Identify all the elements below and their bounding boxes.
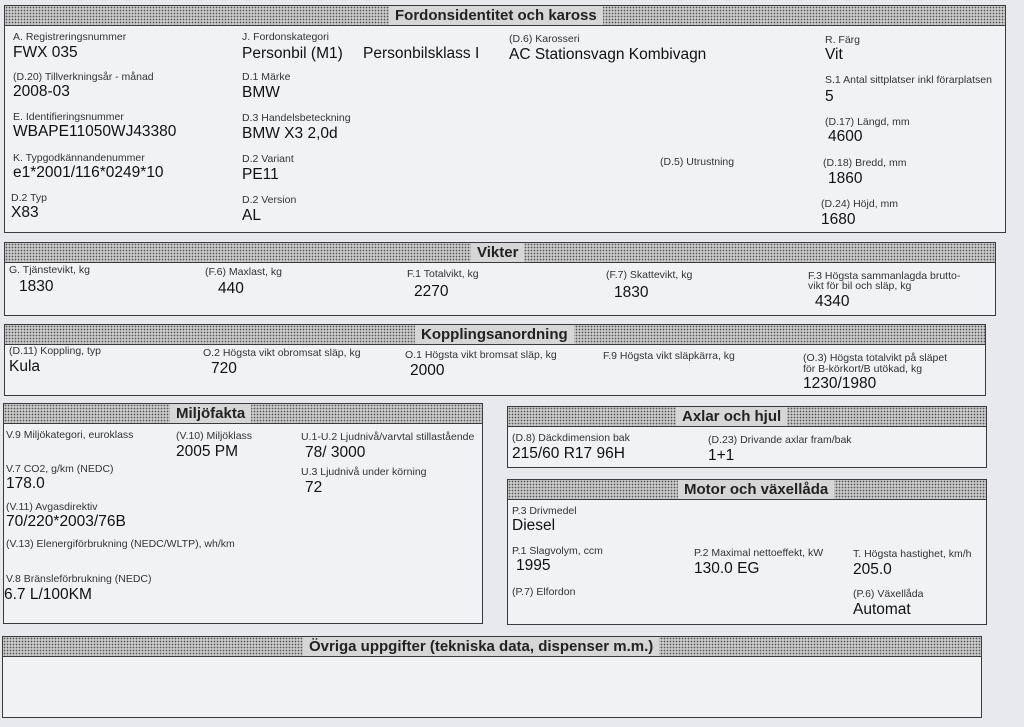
euro-class-label: V.9 Miljökategori, euroklass: [6, 429, 134, 441]
braked-value: 2000: [410, 362, 445, 379]
trailer-value: 1230/1980: [803, 375, 877, 392]
coupling-section: [4, 324, 986, 396]
body-label: (D.6) Karosseri: [509, 33, 580, 45]
height-value: 1680: [821, 211, 856, 228]
axles-title: Axlar och hjul: [676, 407, 787, 426]
engine-title: Motor och växellåda: [678, 480, 834, 499]
braked-label: O.1 Högsta vikt bromsat släp, kg: [405, 349, 557, 361]
weights-title: Vikter: [471, 243, 524, 262]
tax-weight-label: (F.7) Skattevikt, kg: [606, 269, 693, 281]
engine-header: [508, 480, 986, 500]
total-weight-label: F.1 Totalvikt, kg: [407, 268, 479, 280]
type-approval-label: K. Typgodkännandenummer: [13, 152, 145, 164]
drive-noise-label: U.3 Ljudnivå under körning: [301, 466, 427, 478]
category-value: Personbil (M1): [242, 45, 343, 62]
hitch-label: F.9 Högsta vikt släpkärra, kg: [603, 350, 735, 362]
total-weight-value: 2270: [414, 283, 449, 300]
other-header: [3, 637, 981, 657]
identity-title: Fordonsidentitet och kaross: [389, 6, 603, 25]
width-label: (D.18) Bredd, mm: [823, 157, 907, 169]
height-label: (D.24) Höjd, mm: [821, 198, 899, 210]
noise-label: U.1-U.2 Ljudnivå/varvtal stillastående: [301, 431, 475, 443]
combined-weight-label-1: F.3 Högsta sammanlagda brutto-: [808, 270, 961, 282]
tax-weight-value: 1830: [614, 284, 649, 301]
env-class-label: (V.10) Miljöklass: [176, 430, 253, 442]
elec-consumption-label: (V.13) Elenergiförbrukning (NEDC/WLTP), wh/km: [6, 538, 235, 550]
weights-section: [4, 242, 996, 316]
equipment-label: (D.5) Utrustning: [660, 156, 735, 168]
coupling-type-label: (D.11) Koppling, typ: [9, 345, 102, 357]
identity-header: [5, 6, 1005, 26]
make-value: BMW: [242, 84, 280, 101]
directive-label: (V.11) Avgasdirektiv: [6, 501, 98, 513]
other-title: Övriga uppgifter (tekniska data, dispenser m.m.): [303, 637, 659, 656]
gearbox-label: (P.6) Växellåda: [853, 588, 924, 600]
other-section: [2, 636, 982, 718]
power-value: 130.0 EG: [694, 560, 760, 577]
vin-value: WBAPE11050WJ43380: [13, 123, 177, 140]
directive-value: 70/220*2003/76B: [6, 513, 126, 530]
maxload-value: 440: [218, 280, 244, 297]
speed-label: T. Högsta hastighet, km/h: [853, 548, 972, 560]
tire-value: 215/60 R17 96H: [512, 445, 625, 462]
elfordon-label: (P.7) Elfordon: [512, 586, 576, 598]
unbraked-value: 720: [211, 360, 237, 377]
environment-section: [3, 403, 483, 624]
displacement-label: P.1 Slagvolym, ccm: [512, 545, 603, 557]
power-label: P.2 Maximal nettoeffekt, kW: [694, 547, 824, 559]
combined-weight-value: 4340: [815, 293, 850, 310]
make-label: D.1 Märke: [242, 71, 291, 83]
variant-label: D.2 Variant: [242, 153, 294, 165]
type-approval-value: e1*2001/116*0249*10: [13, 164, 164, 181]
service-weight-label: G. Tjänstevikt, kg: [9, 264, 90, 276]
trade-label: D.3 Handelsbeteckning: [242, 112, 351, 124]
coupling-header: [5, 325, 985, 345]
seats-label: S.1 Antal sittplatser inkl förarplatsen: [825, 74, 992, 86]
color-value: Vit: [825, 46, 843, 63]
seats-value: 5: [825, 88, 834, 105]
trailer-label-1: (O.3) Högsta totalvikt på släpet: [803, 352, 948, 364]
drive-axles-label: (D.23) Drivande axlar fram/bak: [708, 434, 852, 446]
engine-section: [507, 479, 987, 625]
variant-value: PE11: [242, 166, 279, 183]
environment-header: [4, 404, 482, 424]
vin-label: E. Identifieringsnummer: [13, 111, 124, 123]
unbraked-label: O.2 Högsta vikt obromsat släp, kg: [203, 347, 361, 359]
maxload-label: (F.6) Maxlast, kg: [205, 266, 283, 278]
reg-label: A. Registreringsnummer: [13, 31, 127, 43]
co2-value: 178.0: [6, 475, 45, 492]
gearbox-value: Automat: [853, 601, 911, 618]
length-value: 4600: [828, 128, 863, 145]
identity-section: [4, 5, 1006, 233]
trade-value: BMW X3 2,0d: [242, 125, 338, 142]
noise-value: 78/ 3000: [305, 444, 366, 461]
env-class-value: 2005 PM: [176, 443, 239, 460]
category-label: J. Fordonskategori: [242, 31, 329, 43]
fuel-consumption-label: V.8 Bränsleförbrukning (NEDC): [6, 573, 152, 585]
weights-header: [5, 243, 995, 263]
version-label: D.2 Version: [242, 194, 297, 206]
d2type-value: X83: [11, 204, 39, 221]
service-weight-value: 1830: [19, 278, 54, 295]
length-label: (D.17) Längd, mm: [825, 116, 910, 128]
environment-title: Miljöfakta: [170, 404, 251, 423]
version-value: AL: [242, 207, 261, 224]
speed-value: 205.0: [853, 561, 892, 578]
year-label: (D.20) Tillverkningsår - månad: [13, 71, 154, 83]
category-class: Personbilsklass I: [363, 45, 480, 62]
year-value: 2008-03: [13, 83, 70, 100]
co2-label: V.7 CO2, g/km (NEDC): [6, 463, 114, 475]
drive-noise-value: 72: [305, 479, 323, 496]
d2type-label: D.2 Typ: [11, 192, 47, 204]
coupling-type-value: Kula: [9, 358, 41, 375]
color-label: R. Färg: [825, 34, 861, 46]
trailer-label-2: för B-körkort/B utökad, kg: [803, 363, 923, 375]
tire-label: (D.8) Däckdimension bak: [512, 432, 630, 444]
reg-value: FWX 035: [13, 44, 78, 61]
axles-header: [508, 407, 986, 427]
fuel-type-label: P.3 Drivmedel: [512, 505, 577, 517]
fuel-type-value: Diesel: [512, 517, 556, 534]
displacement-value: 1995: [516, 557, 551, 574]
width-value: 1860: [828, 170, 863, 187]
coupling-title: Kopplingsanordning: [415, 325, 574, 344]
combined-weight-label-2: vikt för bil och släp, kg: [808, 280, 912, 292]
fuel-consumption-value: 6.7 L/100KM: [4, 586, 92, 603]
drive-axles-value: 1+1: [708, 447, 735, 464]
body-value: AC Stationsvagn Kombivagn: [509, 46, 707, 63]
axles-section: [507, 406, 987, 468]
